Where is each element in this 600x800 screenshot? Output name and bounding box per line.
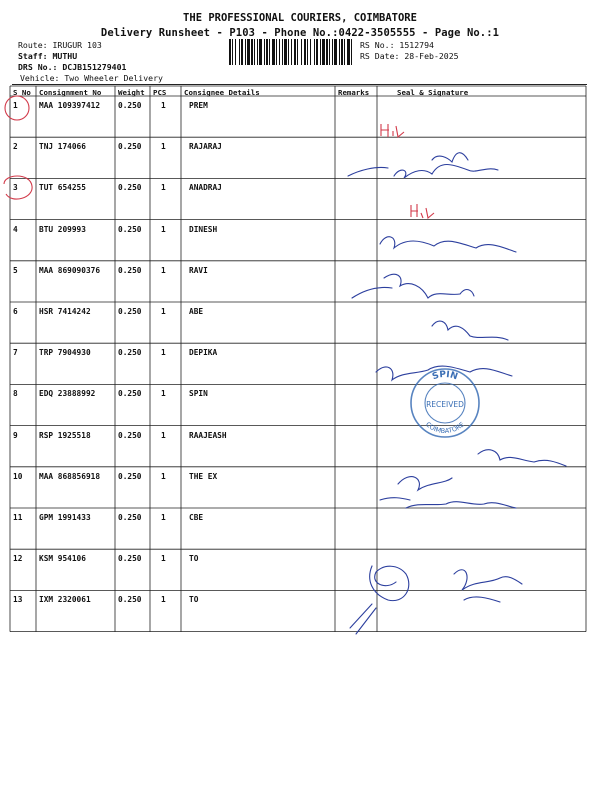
cell-pcs: 1 xyxy=(161,265,166,275)
stamp-bottom-text: COIMBATORE xyxy=(424,420,466,436)
runsheet-subtitle: Delivery Runsheet - P103 - Phone No.:0422-3505555 - Page No.:1 xyxy=(100,27,500,39)
cell-pcs: 1 xyxy=(161,554,166,564)
cell-consignment: MAA 868856918 xyxy=(39,471,101,481)
cell-consignee: RAVI xyxy=(189,265,208,275)
cell-consignee: RAJARAJ xyxy=(189,142,222,152)
company-title: THE PROFESSIONAL COURIERS, COIMBATORE xyxy=(183,12,417,24)
cell-weight: 0.250 xyxy=(118,554,142,564)
stamp-middle-text: RECEIVED xyxy=(426,400,464,409)
cell-consignee: THE EX xyxy=(189,471,218,481)
cell-consignee: ABE xyxy=(189,307,204,316)
cell-weight: 0.250 xyxy=(118,101,142,110)
red-circle-marks-icon xyxy=(4,96,434,218)
svg-text:SPIN xyxy=(431,370,459,383)
cell-weight: 0.250 xyxy=(118,307,142,316)
cell-sno: 7 xyxy=(13,348,18,358)
cell-pcs: 1 xyxy=(161,101,166,110)
col-header-signature: Seal & Signature xyxy=(397,88,469,97)
cell-sno: 11 xyxy=(13,513,23,522)
cell-pcs: 1 xyxy=(161,389,166,399)
cell-weight: 0.250 xyxy=(118,348,142,358)
cell-consignee: CBE xyxy=(189,513,204,522)
col-header-sno: S No xyxy=(13,88,31,97)
rs-date: RS Date: 28-Feb-2025 xyxy=(360,51,459,61)
cell-pcs: 1 xyxy=(161,142,166,152)
vehicle-label: Vehicle: Two Wheeler Delivery xyxy=(20,73,163,83)
cell-weight: 0.250 xyxy=(118,513,142,522)
cell-consignee: TO xyxy=(189,595,199,605)
cell-pcs: 1 xyxy=(161,224,166,234)
staff-label: Staff: MUTHU xyxy=(18,51,78,61)
col-header-consignee: Consignee Details xyxy=(184,88,260,97)
col-header-consignment: Consignment No xyxy=(39,88,102,97)
cell-weight: 0.250 xyxy=(118,595,142,605)
cell-sno: 3 xyxy=(13,183,18,193)
cell-consignment: TUT 654255 xyxy=(39,183,86,193)
cell-consignment: TRP 7904930 xyxy=(39,348,91,358)
cell-sno: 2 xyxy=(13,142,18,152)
cell-sno: 8 xyxy=(13,389,18,399)
cell-weight: 0.250 xyxy=(118,224,142,234)
cell-pcs: 1 xyxy=(161,513,166,522)
cell-pcs: 1 xyxy=(161,471,166,481)
cell-consignment: TNJ 174066 xyxy=(39,142,86,152)
cell-consignment: EDQ 23888992 xyxy=(39,389,96,399)
cell-consignee: ANADRAJ xyxy=(189,183,222,193)
cell-weight: 0.250 xyxy=(118,389,142,399)
cell-consignment: IXM 2320061 xyxy=(39,595,91,605)
col-header-weight: Weight xyxy=(118,88,145,97)
cell-pcs: 1 xyxy=(161,430,166,440)
cell-weight: 0.250 xyxy=(118,183,142,193)
cell-consignment: BTU 209993 xyxy=(39,224,86,234)
cell-sno: 12 xyxy=(13,554,23,564)
cell-weight: 0.250 xyxy=(118,430,142,440)
cell-weight: 0.250 xyxy=(118,142,142,152)
cell-sno: 13 xyxy=(13,595,23,605)
cell-consignee: PREM xyxy=(189,101,208,110)
cell-consignee: DINESH xyxy=(189,224,218,234)
cell-pcs: 1 xyxy=(161,183,166,193)
cell-sno: 6 xyxy=(13,307,18,316)
cell-consignment: MAA 109397412 xyxy=(39,101,101,110)
cell-pcs: 1 xyxy=(161,307,166,316)
drs-number: DRS No.: DCJB151279401 xyxy=(18,62,127,72)
cell-consignment: GPM 1991433 xyxy=(39,513,91,522)
cell-consignment: RSP 1925518 xyxy=(39,430,91,440)
cell-weight: 0.250 xyxy=(118,471,142,481)
cell-sno: 9 xyxy=(13,430,18,440)
cell-consignee: TO xyxy=(189,554,199,564)
route-label: Route: IRUGUR 103 xyxy=(18,40,102,50)
cell-consignment: MAA 869090376 xyxy=(39,265,101,275)
cell-sno: 10 xyxy=(13,471,23,481)
cell-consignee: DEPIKA xyxy=(189,348,218,358)
cell-consignee: SPIN xyxy=(189,389,208,399)
cell-weight: 0.250 xyxy=(118,265,142,275)
received-stamp-icon xyxy=(409,367,481,439)
cell-consignment: HSR 7414242 xyxy=(39,307,91,316)
cell-consignment: KSM 954106 xyxy=(39,554,86,564)
col-header-remarks: Remarks xyxy=(338,88,370,97)
cell-consignee: RAAJEASH xyxy=(189,430,227,440)
cell-pcs: 1 xyxy=(161,595,166,605)
cell-sno: 1 xyxy=(13,101,18,110)
rs-number: RS No.: 1512794 xyxy=(360,40,434,50)
cell-pcs: 1 xyxy=(161,348,166,358)
col-header-pcs: PCS xyxy=(153,88,167,97)
cell-sno: 4 xyxy=(13,224,18,234)
stamp-top-text: SPIN xyxy=(431,369,459,383)
cell-sno: 5 xyxy=(13,265,18,275)
